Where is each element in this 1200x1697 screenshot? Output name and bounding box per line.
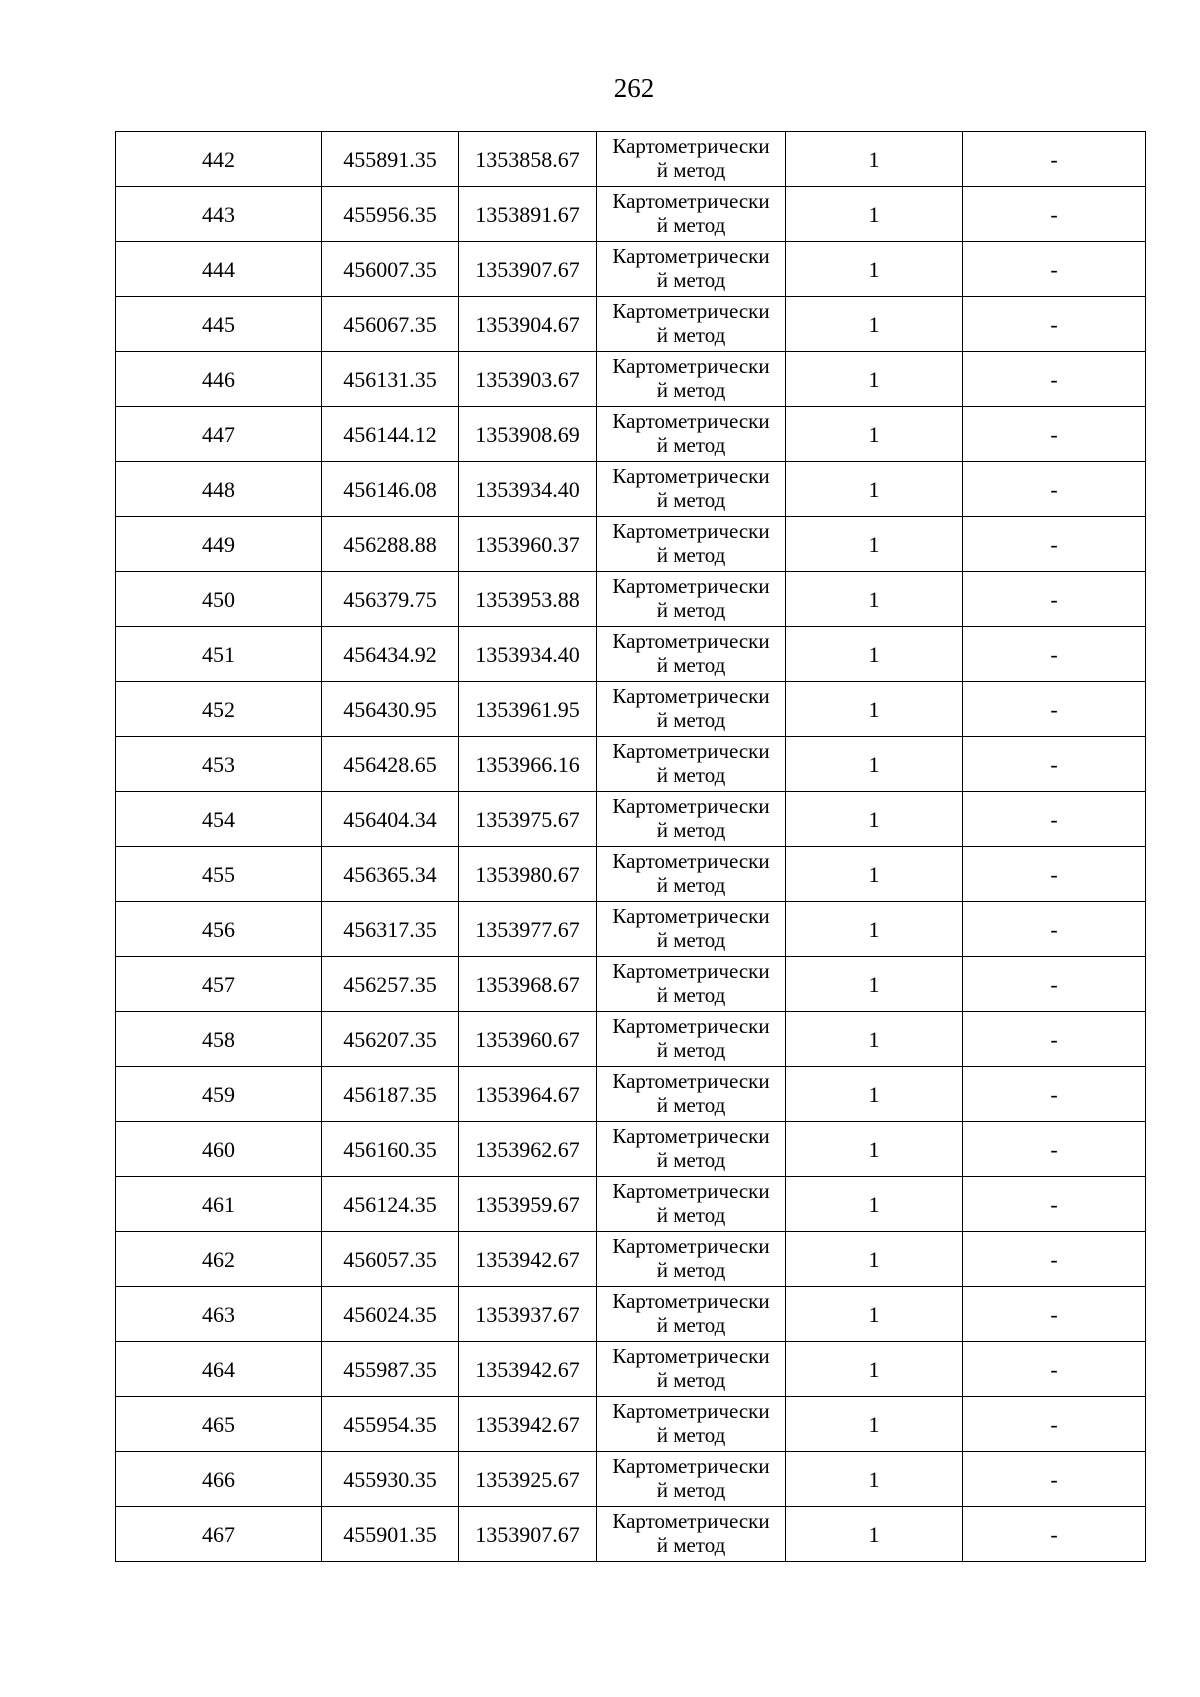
- table-row: [116, 1287, 1146, 1342]
- y-coordinate-cell: 1353980.67: [459, 847, 597, 902]
- note-cell: -: [963, 132, 1146, 187]
- x-coordinate-cell: 456317.35: [322, 902, 459, 957]
- x-coordinate-cell: 456207.35: [322, 1012, 459, 1067]
- method-cell: Картометрически й метод: [597, 1067, 786, 1122]
- x-coordinate-cell: 456365.34: [322, 847, 459, 902]
- x-coordinate-cell: 456430.95: [322, 682, 459, 737]
- accuracy-cell: 1: [786, 1397, 963, 1452]
- note-cell: -: [963, 462, 1146, 517]
- method-cell: Картометрически й метод: [597, 1122, 786, 1177]
- x-coordinate-cell: 455956.35: [322, 187, 459, 242]
- x-coordinate-cell: 456144.12: [322, 407, 459, 462]
- table-row: [116, 462, 1146, 517]
- table-row: [116, 1067, 1146, 1122]
- method-cell: Картометрически й метод: [597, 847, 786, 902]
- note-cell: -: [963, 1177, 1146, 1232]
- table-row: [116, 902, 1146, 957]
- page-number: 262: [613, 73, 655, 103]
- table-row: [116, 572, 1146, 627]
- note-cell: -: [963, 737, 1146, 792]
- point-number-cell: 466: [116, 1452, 322, 1507]
- method-cell: Картометрически й метод: [597, 242, 786, 297]
- y-coordinate-cell: 1353953.88: [459, 572, 597, 627]
- x-coordinate-cell: 456428.65: [322, 737, 459, 792]
- table-row: [116, 847, 1146, 902]
- method-cell: Картометрически й метод: [597, 1012, 786, 1067]
- method-cell: Картометрически й метод: [597, 627, 786, 682]
- x-coordinate-cell: 456124.35: [322, 1177, 459, 1232]
- point-number-cell: 459: [116, 1067, 322, 1122]
- x-coordinate-cell: 456131.35: [322, 352, 459, 407]
- point-number-cell: 467: [116, 1507, 322, 1562]
- note-cell: -: [963, 1122, 1146, 1177]
- x-coordinate-cell: 456404.34: [322, 792, 459, 847]
- point-number-cell: 464: [116, 1342, 322, 1397]
- x-coordinate-cell: 456288.88: [322, 517, 459, 572]
- point-number-cell: 448: [116, 462, 322, 517]
- x-coordinate-cell: 455891.35: [322, 132, 459, 187]
- x-coordinate-cell: 456057.35: [322, 1232, 459, 1287]
- point-number-cell: 454: [116, 792, 322, 847]
- method-cell: Картометрически й метод: [597, 902, 786, 957]
- y-coordinate-cell: 1353968.67: [459, 957, 597, 1012]
- table-row: [116, 1397, 1146, 1452]
- accuracy-cell: 1: [786, 572, 963, 627]
- table-row: [116, 1122, 1146, 1177]
- point-number-cell: 453: [116, 737, 322, 792]
- accuracy-cell: 1: [786, 462, 963, 517]
- x-coordinate-cell: 455987.35: [322, 1342, 459, 1397]
- y-coordinate-cell: 1353942.67: [459, 1342, 597, 1397]
- method-cell: Картометрически й метод: [597, 1342, 786, 1397]
- coordinates-table-body: [116, 132, 1146, 1562]
- accuracy-cell: 1: [786, 187, 963, 242]
- accuracy-cell: 1: [786, 627, 963, 682]
- accuracy-cell: 1: [786, 847, 963, 902]
- x-coordinate-cell: 456257.35: [322, 957, 459, 1012]
- note-cell: -: [963, 902, 1146, 957]
- coordinates-table: [115, 131, 1146, 1562]
- y-coordinate-cell: 1353959.67: [459, 1177, 597, 1232]
- method-cell: Картометрически й метод: [597, 517, 786, 572]
- method-cell: Картометрически й метод: [597, 682, 786, 737]
- note-cell: -: [963, 1287, 1146, 1342]
- accuracy-cell: 1: [786, 517, 963, 572]
- table-row: [116, 132, 1146, 187]
- note-cell: -: [963, 242, 1146, 297]
- y-coordinate-cell: 1353977.67: [459, 902, 597, 957]
- table-row: [116, 187, 1146, 242]
- table-row: [116, 792, 1146, 847]
- note-cell: -: [963, 847, 1146, 902]
- y-coordinate-cell: 1353962.67: [459, 1122, 597, 1177]
- note-cell: -: [963, 187, 1146, 242]
- accuracy-cell: 1: [786, 1232, 963, 1287]
- point-number-cell: 447: [116, 407, 322, 462]
- note-cell: -: [963, 407, 1146, 462]
- y-coordinate-cell: 1353907.67: [459, 1507, 597, 1562]
- method-cell: Картометрически й метод: [597, 462, 786, 517]
- point-number-cell: 452: [116, 682, 322, 737]
- y-coordinate-cell: 1353964.67: [459, 1067, 597, 1122]
- accuracy-cell: 1: [786, 407, 963, 462]
- point-number-cell: 443: [116, 187, 322, 242]
- y-coordinate-cell: 1353903.67: [459, 352, 597, 407]
- point-number-cell: 462: [116, 1232, 322, 1287]
- note-cell: -: [963, 1452, 1146, 1507]
- table-row: [116, 1507, 1146, 1562]
- x-coordinate-cell: 456434.92: [322, 627, 459, 682]
- method-cell: Картометрически й метод: [597, 572, 786, 627]
- accuracy-cell: 1: [786, 1012, 963, 1067]
- y-coordinate-cell: 1353908.69: [459, 407, 597, 462]
- accuracy-cell: 1: [786, 737, 963, 792]
- table-row: [116, 517, 1146, 572]
- x-coordinate-cell: 456187.35: [322, 1067, 459, 1122]
- x-coordinate-cell: 455901.35: [322, 1507, 459, 1562]
- accuracy-cell: 1: [786, 682, 963, 737]
- accuracy-cell: 1: [786, 1122, 963, 1177]
- table-row: [116, 627, 1146, 682]
- accuracy-cell: 1: [786, 792, 963, 847]
- table-row: [116, 352, 1146, 407]
- y-coordinate-cell: 1353961.95: [459, 682, 597, 737]
- table-row: [116, 682, 1146, 737]
- x-coordinate-cell: 456067.35: [322, 297, 459, 352]
- point-number-cell: 445: [116, 297, 322, 352]
- note-cell: -: [963, 1342, 1146, 1397]
- x-coordinate-cell: 455954.35: [322, 1397, 459, 1452]
- method-cell: Картометрически й метод: [597, 1287, 786, 1342]
- accuracy-cell: 1: [786, 297, 963, 352]
- method-cell: Картометрически й метод: [597, 1177, 786, 1232]
- table-row: [116, 1232, 1146, 1287]
- note-cell: -: [963, 352, 1146, 407]
- y-coordinate-cell: 1353937.67: [459, 1287, 597, 1342]
- y-coordinate-cell: 1353907.67: [459, 242, 597, 297]
- method-cell: Картометрически й метод: [597, 407, 786, 462]
- point-number-cell: 455: [116, 847, 322, 902]
- table-row: [116, 1342, 1146, 1397]
- y-coordinate-cell: 1353904.67: [459, 297, 597, 352]
- accuracy-cell: 1: [786, 242, 963, 297]
- point-number-cell: 451: [116, 627, 322, 682]
- note-cell: -: [963, 1507, 1146, 1562]
- method-cell: Картометрически й метод: [597, 1397, 786, 1452]
- method-cell: Картометрически й метод: [597, 187, 786, 242]
- x-coordinate-cell: 456007.35: [322, 242, 459, 297]
- table-row: [116, 1012, 1146, 1067]
- point-number-cell: 449: [116, 517, 322, 572]
- point-number-cell: 450: [116, 572, 322, 627]
- note-cell: -: [963, 957, 1146, 1012]
- y-coordinate-cell: 1353960.37: [459, 517, 597, 572]
- method-cell: Картометрически й метод: [597, 957, 786, 1012]
- accuracy-cell: 1: [786, 1507, 963, 1562]
- note-cell: -: [963, 627, 1146, 682]
- x-coordinate-cell: 456379.75: [322, 572, 459, 627]
- note-cell: -: [963, 572, 1146, 627]
- point-number-cell: 442: [116, 132, 322, 187]
- accuracy-cell: 1: [786, 957, 963, 1012]
- accuracy-cell: 1: [786, 1452, 963, 1507]
- table-row: [116, 297, 1146, 352]
- method-cell: Картометрически й метод: [597, 792, 786, 847]
- point-number-cell: 460: [116, 1122, 322, 1177]
- accuracy-cell: 1: [786, 902, 963, 957]
- y-coordinate-cell: 1353891.67: [459, 187, 597, 242]
- accuracy-cell: 1: [786, 1067, 963, 1122]
- y-coordinate-cell: 1353925.67: [459, 1452, 597, 1507]
- y-coordinate-cell: 1353942.67: [459, 1232, 597, 1287]
- y-coordinate-cell: 1353966.16: [459, 737, 597, 792]
- y-coordinate-cell: 1353934.40: [459, 462, 597, 517]
- method-cell: Картометрически й метод: [597, 352, 786, 407]
- accuracy-cell: 1: [786, 352, 963, 407]
- table-row: [116, 737, 1146, 792]
- note-cell: -: [963, 1232, 1146, 1287]
- point-number-cell: 461: [116, 1177, 322, 1232]
- y-coordinate-cell: 1353960.67: [459, 1012, 597, 1067]
- method-cell: Картометрически й метод: [597, 1452, 786, 1507]
- point-number-cell: 458: [116, 1012, 322, 1067]
- accuracy-cell: 1: [786, 1287, 963, 1342]
- table-row: [116, 1177, 1146, 1232]
- note-cell: -: [963, 297, 1146, 352]
- x-coordinate-cell: 456160.35: [322, 1122, 459, 1177]
- x-coordinate-cell: 456024.35: [322, 1287, 459, 1342]
- note-cell: -: [963, 1012, 1146, 1067]
- x-coordinate-cell: 456146.08: [322, 462, 459, 517]
- y-coordinate-cell: 1353942.67: [459, 1397, 597, 1452]
- point-number-cell: 444: [116, 242, 322, 297]
- table-row: [116, 957, 1146, 1012]
- x-coordinate-cell: 455930.35: [322, 1452, 459, 1507]
- accuracy-cell: 1: [786, 1342, 963, 1397]
- note-cell: -: [963, 1067, 1146, 1122]
- point-number-cell: 456: [116, 902, 322, 957]
- point-number-cell: 463: [116, 1287, 322, 1342]
- table-row: [116, 242, 1146, 297]
- method-cell: Картометрически й метод: [597, 1507, 786, 1562]
- accuracy-cell: 1: [786, 132, 963, 187]
- accuracy-cell: 1: [786, 1177, 963, 1232]
- point-number-cell: 457: [116, 957, 322, 1012]
- y-coordinate-cell: 1353975.67: [459, 792, 597, 847]
- y-coordinate-cell: 1353858.67: [459, 132, 597, 187]
- table-row: [116, 407, 1146, 462]
- table-row: [116, 1452, 1146, 1507]
- y-coordinate-cell: 1353934.40: [459, 627, 597, 682]
- method-cell: Картометрически й метод: [597, 1232, 786, 1287]
- method-cell: Картометрически й метод: [597, 297, 786, 352]
- point-number-cell: 465: [116, 1397, 322, 1452]
- method-cell: Картометрически й метод: [597, 132, 786, 187]
- note-cell: -: [963, 792, 1146, 847]
- note-cell: -: [963, 682, 1146, 737]
- note-cell: -: [963, 517, 1146, 572]
- note-cell: -: [963, 1397, 1146, 1452]
- point-number-cell: 446: [116, 352, 322, 407]
- method-cell: Картометрически й метод: [597, 737, 786, 792]
